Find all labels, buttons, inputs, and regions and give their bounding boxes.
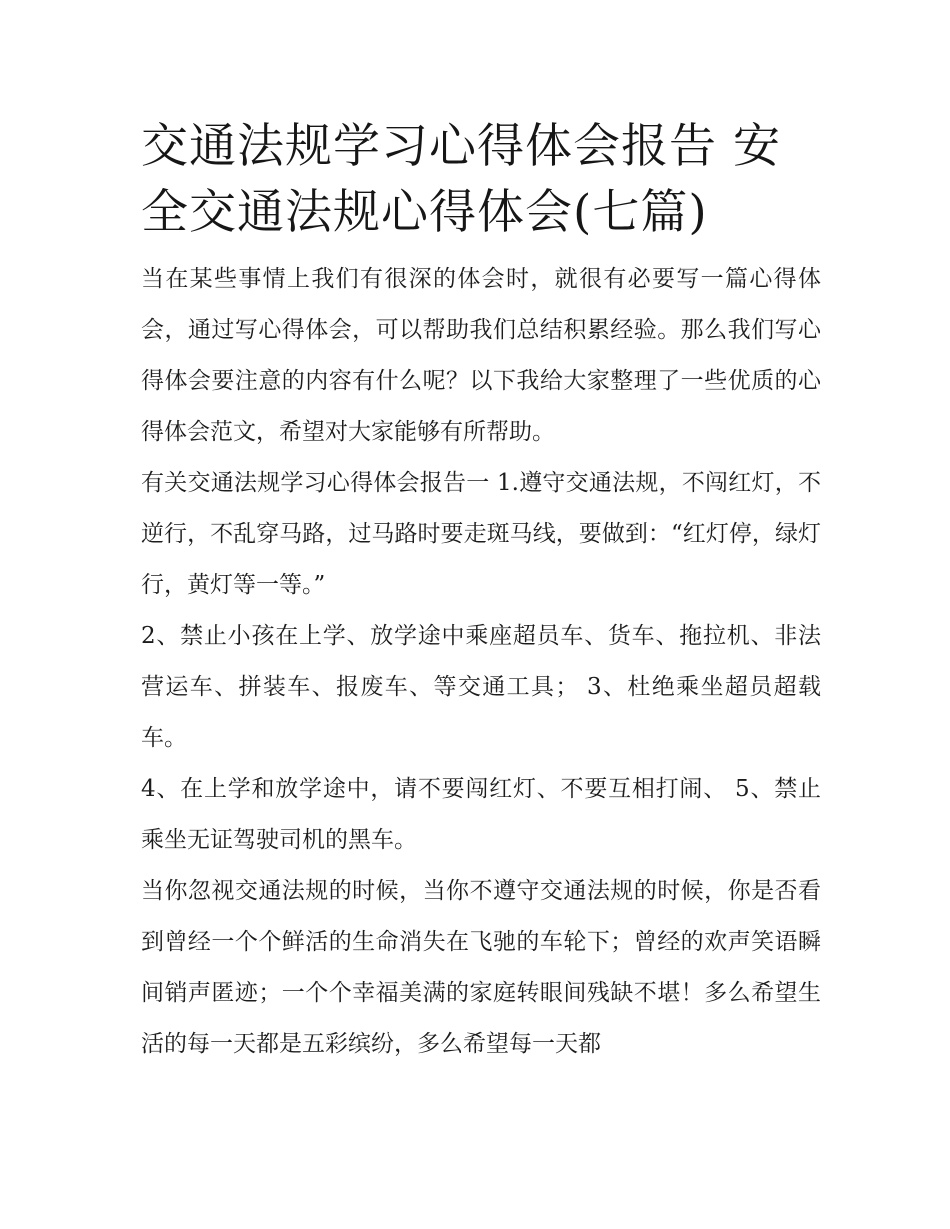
document-content	[141, 114, 821, 1070]
document-body	[141, 254, 821, 1070]
paragraph-rule-2-3: 2、禁止小孩在上学、放学途中乘座超员车、货车、拖拉机、非法营运车、拼装车、报废车、等交通工具； 3、杜绝乘坐超员超载车。	[141, 623, 821, 751]
paragraph-rule-1: 有关交通法规学习心得体会报告一 1.遵守交通法规，不闯红灯，不逆行，不乱穿马路，过马路时要走斑马线，要做到：“红灯停，绿灯行，黄灯等一等。”	[141, 470, 821, 598]
paragraph-rule-4-5: 4、在上学和放学途中，请不要闯红灯、不要互相打闹、 5、禁止乘坐无证驾驶司机的黑车。	[141, 776, 821, 853]
paragraph-reflection: 当你忽视交通法规的时候，当你不遵守交通法规的时候，你是否看到曾经一个个鲜活的生命消失在飞驰的车轮下；曾经的欢声笑语瞬间销声匿迹；一个个幸福美满的家庭转眼间残缺不堪！多么希望生活的每一天都是五彩缤纷，多么希望每一天都	[141, 878, 821, 1057]
document-title: 交通法规学习心得体会报告 安全交通法规心得体会(七篇)	[141, 119, 781, 240]
paragraph-intro: 当在某些事情上我们有很深的体会时，就很有必要写一篇心得体会，通过写心得体会，可以帮助我们总结积累经验。那么我们写心得体会要注意的内容有什么呢？以下我给大家整理了一些优质的心得体会范文，希望对大家能够有所帮助。	[141, 266, 821, 445]
